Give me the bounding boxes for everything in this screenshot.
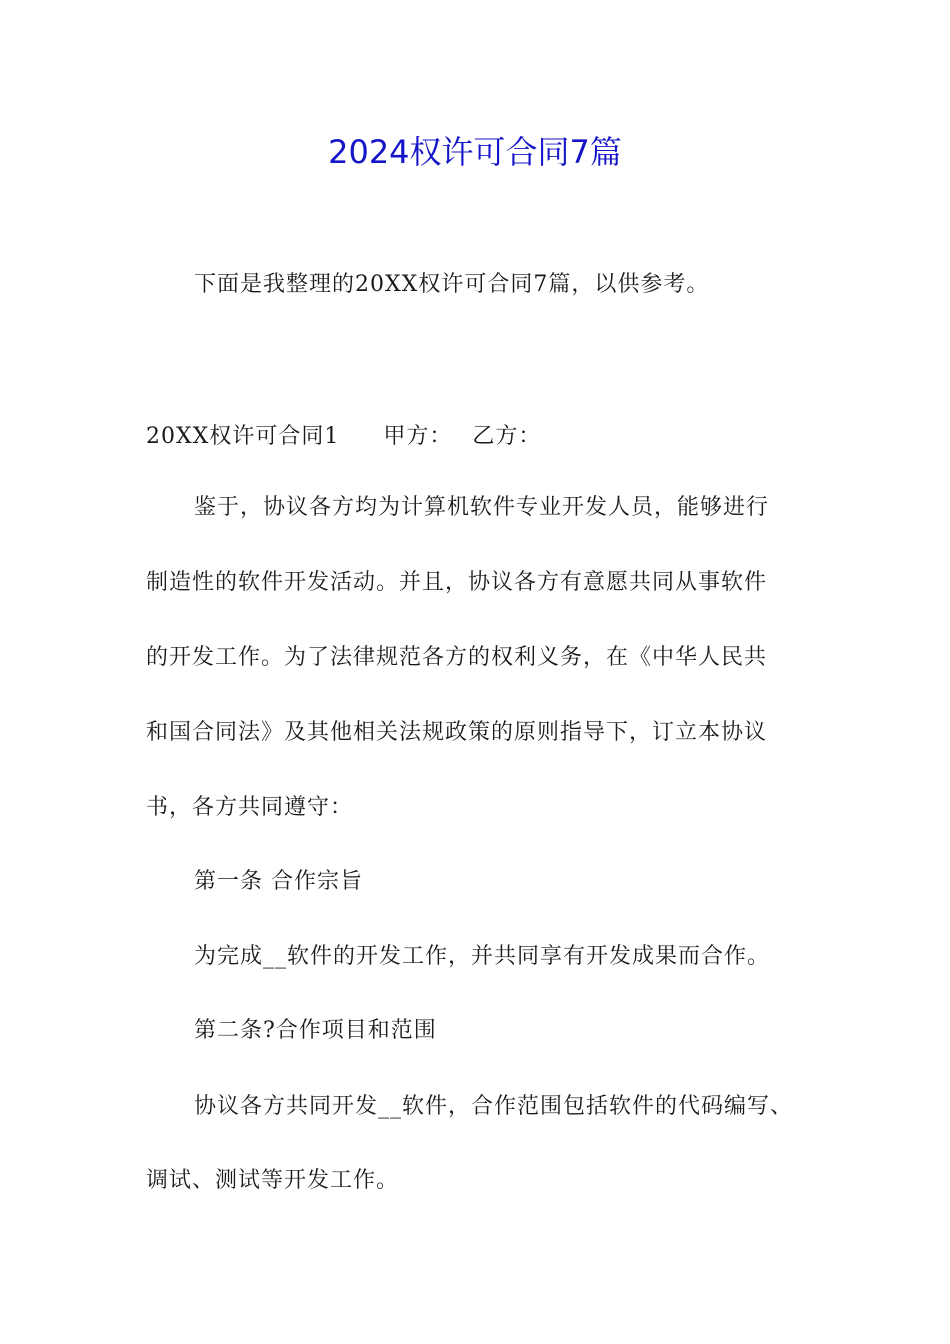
article-2-title: 第二条?合作项目和范围 xyxy=(194,1018,437,1043)
body-line: 的开发工作。为了法律规范各方的权利义务，在《中华人民共 xyxy=(146,645,768,670)
body-line: 制造性的软件开发活动。并且，协议各方有意愿共同从事软件 xyxy=(146,570,768,595)
article-2-line: 协议各方共同开发__软件，合作范围包括软件的代码编写、 xyxy=(194,1094,794,1119)
section-header xyxy=(146,422,826,452)
contract-name: 20XX权许可合同1 xyxy=(146,424,340,449)
article-1-title: 第一条 合作宗旨 xyxy=(194,869,363,894)
body-line: 鉴于，协议各方均为计算机软件专业开发人员，能够进行 xyxy=(194,495,770,520)
body-line: 书，各方共同遵守： xyxy=(146,795,354,820)
article-2-line: 调试、测试等开发工作。 xyxy=(146,1168,400,1193)
party-a-label: 甲方： xyxy=(383,424,453,449)
body-line: 和国合同法》及其他相关法规政策的原则指导下，订立本协议 xyxy=(146,720,768,745)
party-b-label: 乙方： xyxy=(472,424,542,449)
intro-paragraph: 下面是我整理的20XX权许可合同7篇，以供参考。 xyxy=(194,272,710,297)
article-1-text: 为完成__软件的开发工作，并共同享有开发成果而合作。 xyxy=(194,944,771,969)
document-title: 2024权许可合同7篇 xyxy=(328,133,622,171)
